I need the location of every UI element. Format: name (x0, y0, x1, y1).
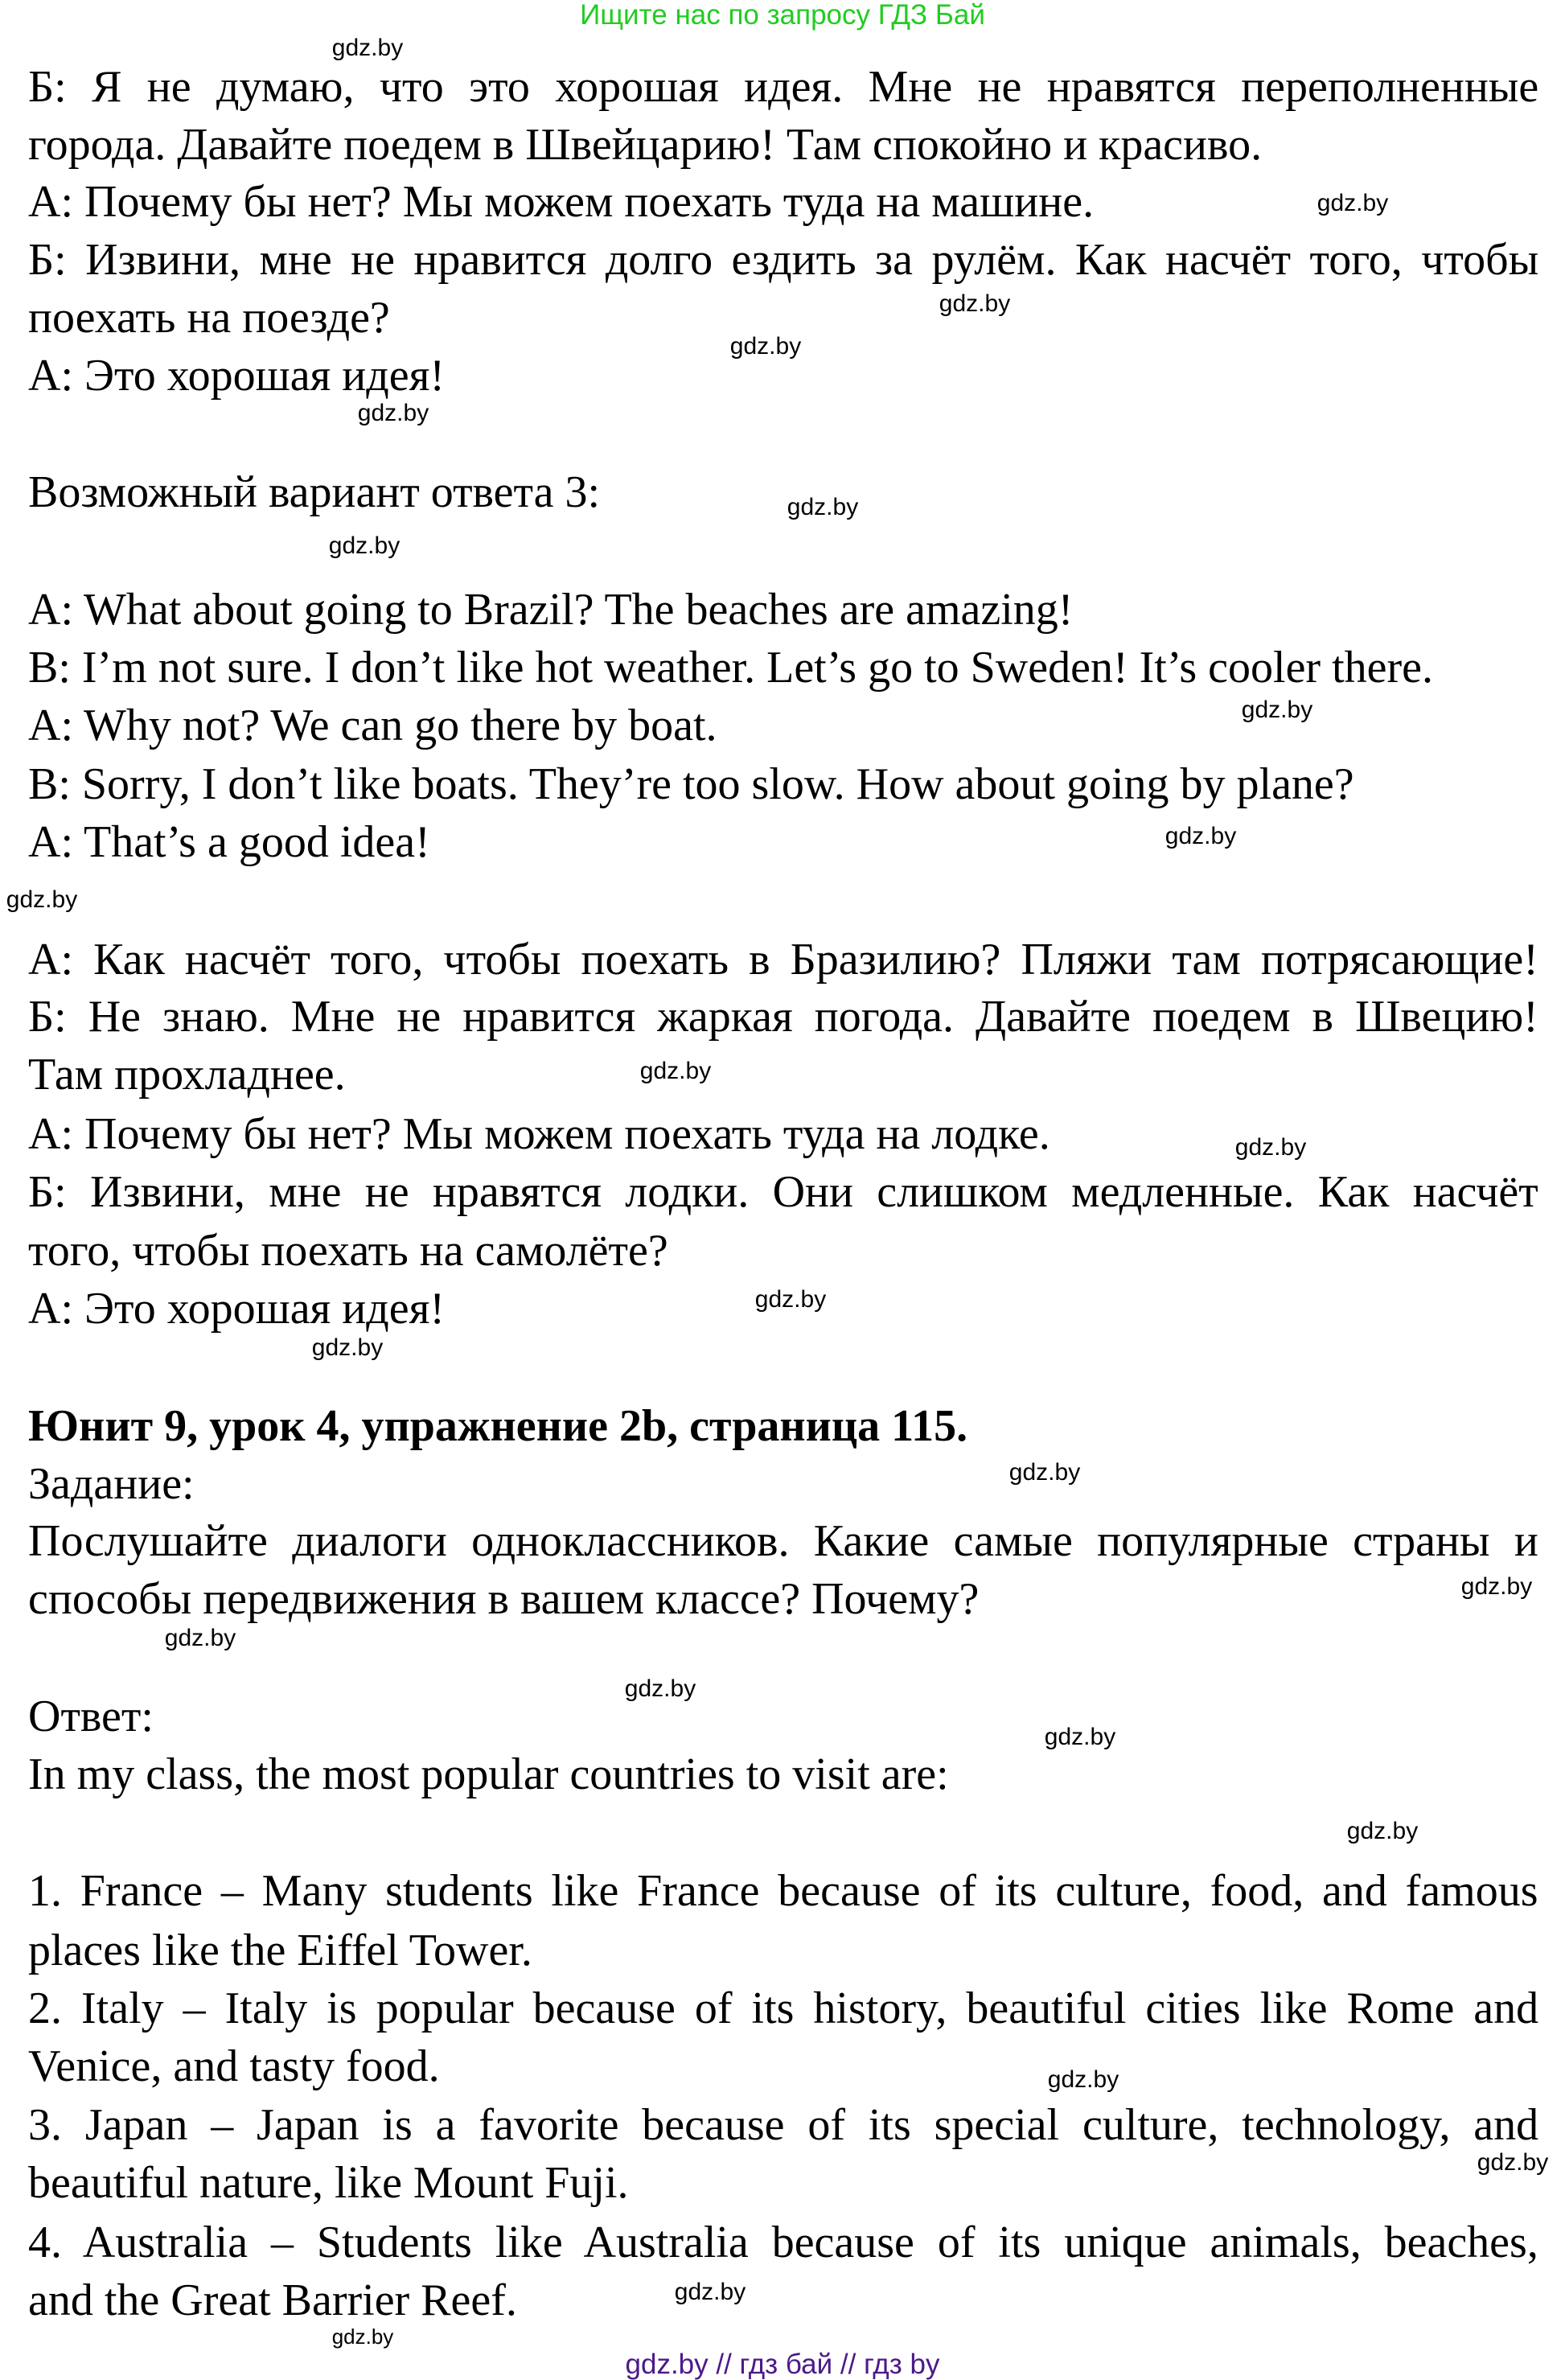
text-line: Там прохладнее. (28, 1050, 346, 1100)
section-heading: Юнит 9, урок 4, упражнение 2b, страница 115. (28, 1401, 968, 1451)
text-line: А: Почему бы нет? Мы можем поехать туда на лодке. (28, 1109, 1050, 1159)
watermark: gdz.by (1477, 2149, 1549, 2176)
text-line: А: Почему бы нет? Мы можем поехать туда на машине. (28, 177, 1095, 227)
text-line: A: Why not? We can go there by boat. (28, 701, 717, 750)
text-line: Б: Не знаю. Мне не нравится жаркая погода. Давайте поедем в Швецию! (28, 992, 1538, 1042)
text-line: Venice, and tasty food. (28, 2041, 440, 2091)
watermark: gdz.by (331, 2325, 394, 2349)
watermark: gdz.by (331, 35, 404, 61)
watermark: gdz.by (939, 290, 1011, 317)
text-line: способы передвижения в вашем классе? Почему? (28, 1574, 980, 1624)
watermark: gdz.by (639, 1058, 712, 1084)
watermark: gdz.by (1460, 1573, 1533, 1600)
text-line: того, чтобы поехать на самолёте? (28, 1226, 668, 1276)
text-line: A: That’s a good idea! (28, 817, 430, 867)
text-line: places like the Eiffel Tower. (28, 1926, 532, 1975)
text-line: 4. Australia – Students like Australia because of its unique animals, beaches, (28, 2218, 1538, 2267)
watermark: gdz.by (787, 494, 859, 520)
text-line: In my class, the most popular countries to visit are: (28, 1749, 949, 1799)
watermark: gdz.by (754, 1286, 827, 1313)
watermark: gdz.by (1234, 1134, 1307, 1161)
text-line: beautiful nature, like Mount Fuji. (28, 2158, 629, 2208)
answer-variant-heading: Возможный вариант ответа 3: (28, 467, 601, 517)
watermark: gdz.by (164, 1625, 236, 1651)
text-line: and the Great Barrier Reef. (28, 2275, 517, 2325)
text-line: Б: Я не думаю, что это хорошая идея. Мне не нравятся переполненные (28, 62, 1539, 112)
text-line: B: I’m not sure. I don’t like hot weather. Let’s go to Sweden! It’s cooler there. (28, 643, 1433, 693)
text-line: А: Это хорошая идея! (28, 1284, 446, 1334)
text-line: города. Давайте поедем в Швейцарию! Там спокойно и красиво. (28, 120, 1263, 170)
text-line: B: Sorry, I don’t like boats. They’re too slow. How about going by plane? (28, 759, 1354, 809)
text-line: поехать на поезде? (28, 293, 390, 343)
text-line: Послушайте диалоги одноклассников. Какие самые популярные страны и (28, 1516, 1538, 1566)
watermark: gdz.by (1346, 1818, 1419, 1844)
watermark: gdz.by (1165, 823, 1237, 849)
text-line: А: Это хорошая идея! (28, 351, 446, 401)
text-line: А: Как насчёт того, чтобы поехать в Бразилию? Пляжи там потрясающие! (28, 935, 1538, 984)
task-label: Задание: (28, 1459, 195, 1509)
watermark: gdz.by (1008, 1459, 1081, 1486)
watermark: gdz.by (674, 2279, 746, 2305)
watermark: gdz.by (1316, 190, 1389, 216)
site-search-banner[interactable]: Ищите нас по запросу ГДЗ Бай (580, 0, 985, 31)
watermark: gdz.by (624, 1675, 696, 1702)
watermark: gdz.by (311, 1334, 384, 1361)
watermark: gdz.by (729, 333, 802, 360)
text-line: 3. Japan – Japan is a favorite because of its special culture, technology, and (28, 2100, 1539, 2150)
watermark: gdz.by (357, 400, 429, 426)
watermark: gdz.by (1241, 697, 1313, 723)
watermark: gdz.by (1047, 2066, 1119, 2093)
text-line: A: What about going to Brazil? The beaches are amazing! (28, 585, 1074, 635)
text-line: Б: Извини, мне не нравится долго ездить за рулём. Как насчёт того, чтобы (28, 235, 1539, 285)
site-footer-links[interactable]: gdz.by // гдз бай // гдз by (625, 2349, 940, 2380)
text-line: 2. Italy – Italy is popular because of its history, beautiful cities like Rome and (28, 1983, 1539, 2033)
answer-label: Ответ: (28, 1691, 154, 1741)
watermark: gdz.by (6, 886, 78, 913)
watermark: gdz.by (1044, 1724, 1116, 1750)
text-line: 1. France – Many students like France because of its culture, food, and famous (28, 1866, 1538, 1916)
watermark: gdz.by (328, 532, 400, 559)
text-line: Б: Извини, мне не нравятся лодки. Они слишком медленные. Как насчёт (28, 1167, 1538, 1217)
